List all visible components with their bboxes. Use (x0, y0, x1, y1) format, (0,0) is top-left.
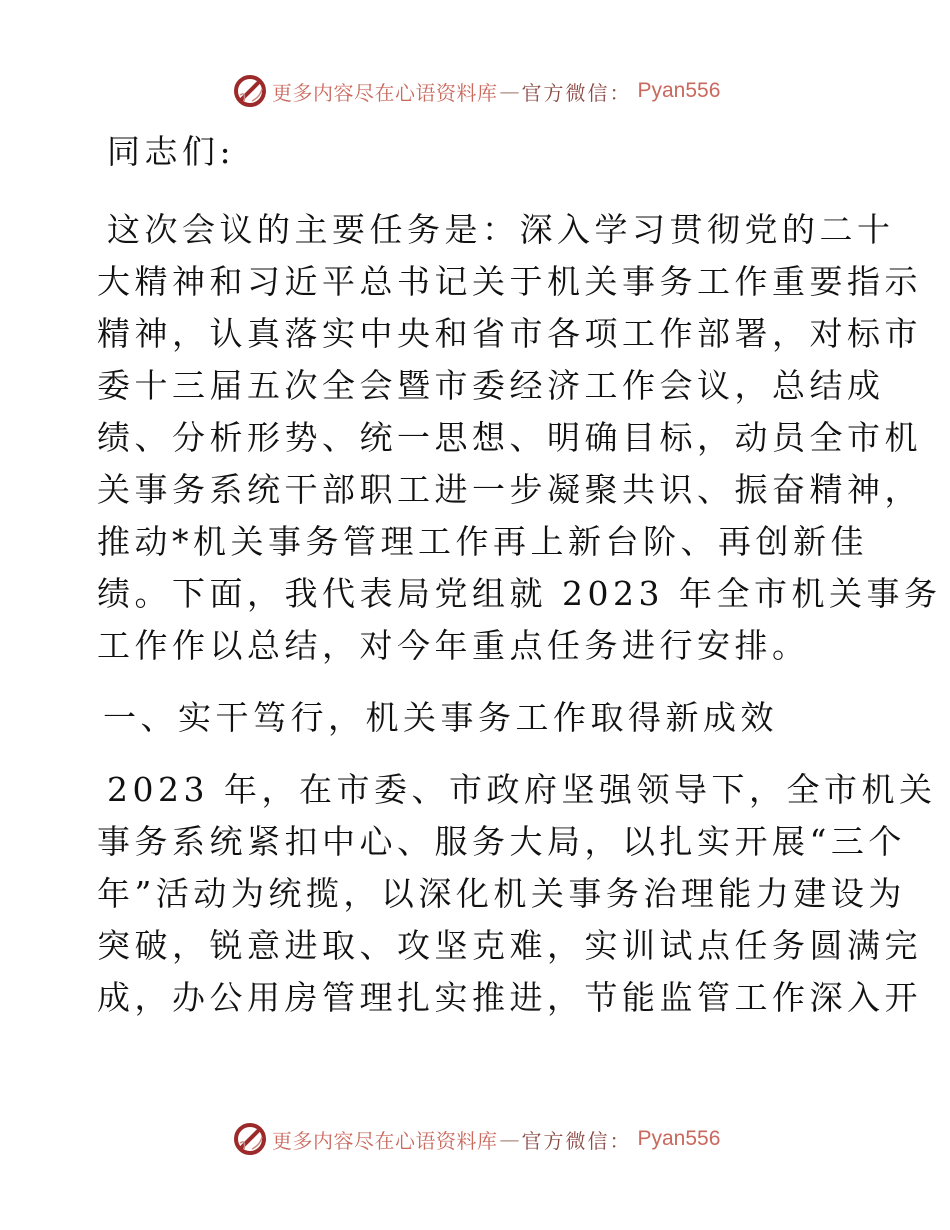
paragraph-line: 成，办公用房管理扎实推进，节能监管工作深入开 (97, 978, 922, 1017)
paragraph-line: 关事务系统干部职工进一步凝聚共识、振奋精神， (97, 470, 922, 509)
paragraph-intro (97, 204, 942, 672)
paragraph-line: 大精神和习近平总书记关于机关事务工作重要指示 (97, 262, 922, 301)
watermark-wechat-label: 官方微信： (521, 1128, 632, 1153)
section-heading-1: 一、实干笃行，机关事务工作取得新成效 (103, 698, 778, 737)
paragraph-line: 事务系统紧扣中心、服务大局，以扎实开展“三个 (97, 822, 906, 861)
watermark-wechat-id: Pyan556 (637, 79, 721, 102)
watermark-wechat-label: 官方微信： (521, 80, 632, 105)
header-watermark (232, 71, 720, 111)
paragraph-line: 绩、分析形势、统一思想、明确目标，动员全市机 (97, 418, 922, 457)
paragraph-line: 这次会议的主要任务是：深入学习贯彻党的二十 (107, 210, 895, 249)
paragraph-line: 突破，锐意进取、攻坚克难，实训试点任务圆满完 (97, 926, 922, 965)
watermark-dash: — (499, 79, 520, 103)
quill-pen-circle-icon (232, 1121, 268, 1157)
paragraph-line: 工作作以总结，对今年重点任务进行安排。 (97, 626, 810, 665)
paragraph-line: 绩。下面，我代表局党组就 2023 年全市机关事务 (97, 574, 942, 613)
greeting: 同志们: (107, 132, 236, 171)
watermark-dash: — (499, 1127, 520, 1151)
paragraph-line: 委十三届五次全会暨市委经济工作会议，总结成 (97, 366, 885, 405)
paragraph-line: 推动*机关事务管理工作再上新台阶、再创新佳 (97, 522, 868, 561)
paragraph-line: 2023 年，在市委、市政府坚强领导下，全市机关 (107, 770, 937, 809)
paragraph-line: 年”活动为统揽，以深化机关事务治理能力建设为 (97, 874, 906, 913)
quill-pen-circle-icon (232, 73, 268, 109)
watermark-wechat-id: Pyan556 (637, 1127, 721, 1150)
watermark-main-text: 更多内容尽在心语资料库 (272, 1128, 498, 1153)
paragraph-section1 (97, 764, 937, 1024)
watermark-main-text: 更多内容尽在心语资料库 (272, 80, 498, 105)
footer-watermark (232, 1119, 720, 1159)
paragraph-line: 精神，认真落实中央和省市各项工作部署，对标市 (97, 314, 922, 353)
document-body (97, 126, 942, 1024)
